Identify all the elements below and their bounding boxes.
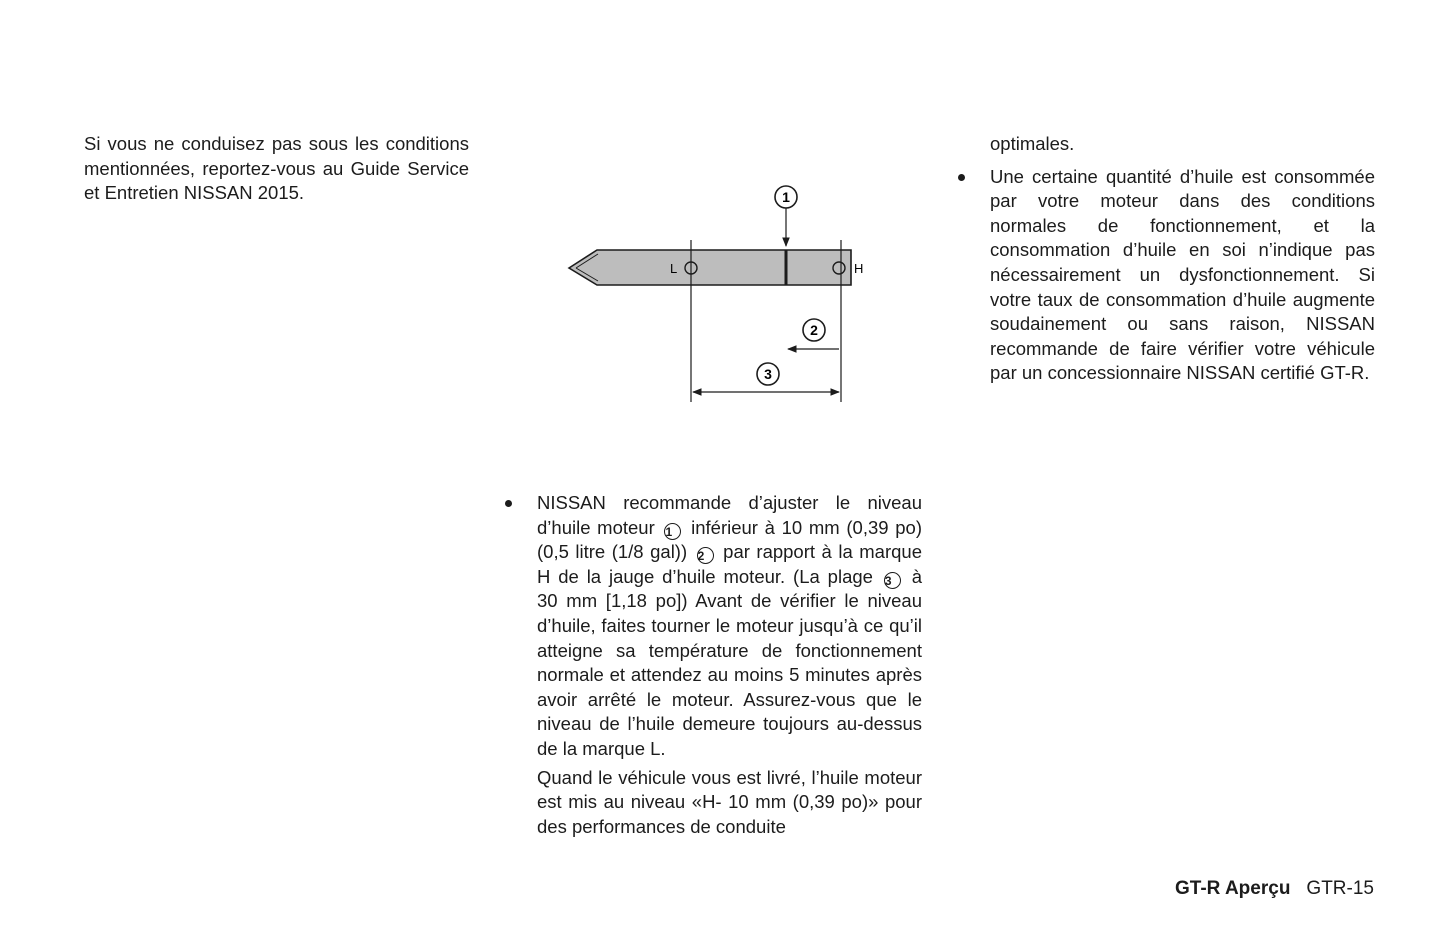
callout-1-inline-icon: 1 bbox=[664, 523, 681, 540]
callout-2-inline-icon: 2 bbox=[697, 547, 714, 564]
consumption-text: Une certaine quantité d’huile est consommée par votre moteur dans des conditions normales de fonctionnement, et la consommation d’huile en soi n’indique pas nécessairement un dysfonctionnement. Si votre taux de consommation d’huile augmente soudainement ou sans raison, NISSAN recommande de faire vérifier votre véhicule par un concessionnaire NISSAN certifié GT-R. bbox=[990, 165, 1375, 384]
page-footer bbox=[1175, 877, 1374, 902]
bullet-icon bbox=[958, 174, 965, 181]
delivery-paragraph: Quand le véhicule vous est livré, l’huile moteur est mis au niveau «H- 10 mm (0,39 po)» pour des performances de conduite bbox=[537, 766, 922, 837]
bullet-text-part-2: inférieur à 10 mm (0,39 po) (0,5 litre (1/8 gal)) bbox=[537, 516, 922, 563]
middle-column bbox=[537, 491, 922, 839]
bullet-text-part-1: NISSAN recommande d’ajuster le niveau d’huile moteur bbox=[537, 492, 922, 538]
label-l: L bbox=[670, 261, 678, 276]
left-column bbox=[84, 132, 469, 206]
label-h: H bbox=[854, 261, 864, 276]
bullet-text-part-3: par rapport à la marque H de la jauge d’huile moteur. (La plage bbox=[537, 541, 922, 587]
section-title: GT-R Aperçu bbox=[1175, 878, 1291, 899]
callout-3: 3 bbox=[764, 366, 772, 382]
intro-paragraph: Si vous ne conduisez pas sous les conditions mentionnées, reportez-vous au Guide Service et Entretien NISSAN 2015. bbox=[84, 133, 469, 204]
callout-3-inline-icon: 3 bbox=[884, 572, 901, 589]
callout-2: 2 bbox=[810, 322, 818, 338]
dipstick-body bbox=[569, 250, 851, 285]
dipstick-diagram bbox=[560, 180, 880, 420]
continuation-text: optimales. bbox=[990, 133, 1075, 154]
right-column bbox=[990, 132, 1375, 386]
callout-1: 1 bbox=[782, 189, 790, 205]
bullet-text-part-4: à 30 mm [1,18 po]) Avant de vérifier le niveau d’huile, faites tourner le moteur jusqu’à ce qu’il atteigne sa température de fonctionnement normale et attendez au moins 5 minutes après avoir arrêté le moteur. Assurez-vous que le niveau de l’huile demeure toujours au-dessus de la marque L. bbox=[537, 565, 923, 759]
page-number: GTR-15 bbox=[1306, 878, 1374, 899]
oil-consumption-bullet bbox=[990, 165, 1375, 386]
oil-level-bullet bbox=[537, 491, 922, 762]
bullet-icon bbox=[505, 500, 512, 507]
